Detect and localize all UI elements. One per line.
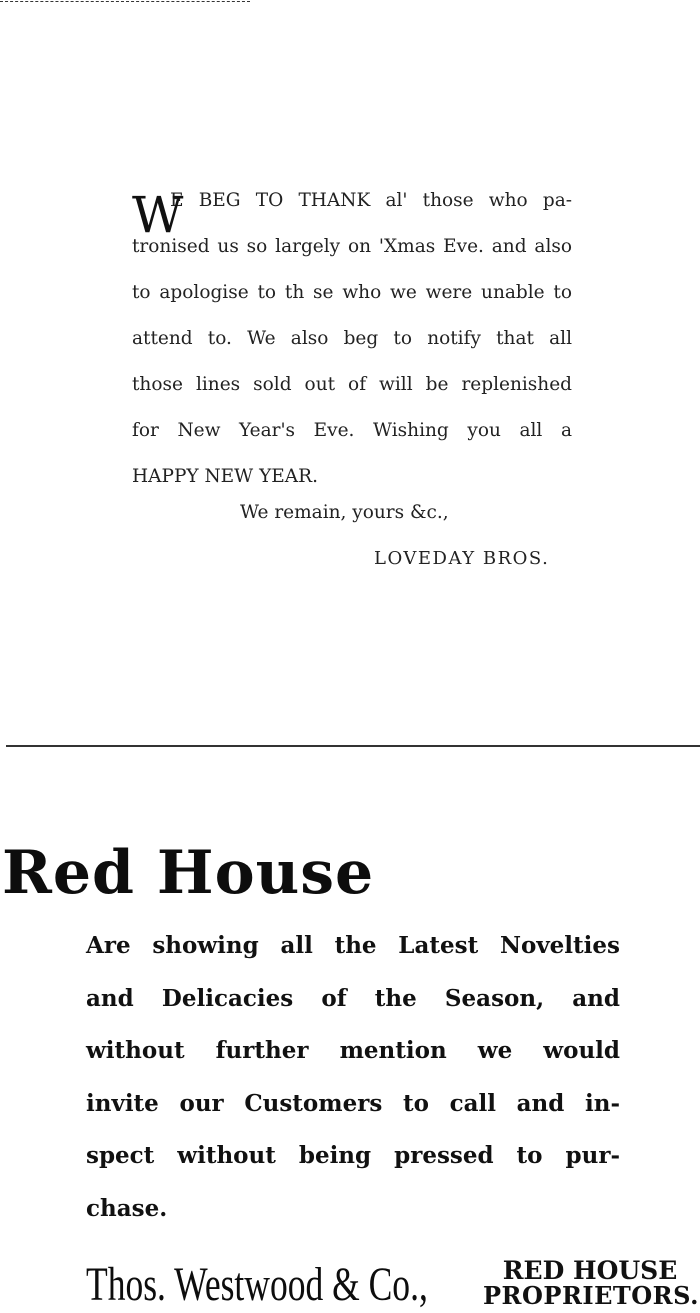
notice-line: for New Year's Eve. Wishing you all a <box>132 420 572 441</box>
notice-line: E BEG TO THANK al' those who pa- <box>170 190 572 211</box>
advert-body <box>86 920 620 1235</box>
notice-line: to apologise to th se who we were unable to <box>132 282 572 303</box>
advert-line: Are showing all the Latest Novelties <box>86 932 620 959</box>
loveday-notice <box>132 178 572 500</box>
proprietors-label <box>483 1258 697 1308</box>
proprietors-label-line: PROPRIETORS. <box>483 1281 699 1310</box>
notice-signoff: We remain, yours &c., <box>240 502 449 523</box>
notice-line: tronised us so largely on 'Xmas Eve. and also <box>132 236 572 257</box>
advert-line: without further mention we would <box>86 1037 620 1064</box>
advert-line: invite our Customers to call and in- <box>86 1089 620 1117</box>
advert-line: spect without being pressed to pur- <box>86 1142 620 1169</box>
notice-line: HAPPY NEW YEAR. <box>132 466 318 487</box>
notice-signature: LOVEDAY BROS. <box>374 548 550 569</box>
advert-line: and Delicacies of the Season, and <box>86 984 620 1012</box>
notice-line: those lines sold out of will be replenished <box>132 374 572 395</box>
drop-cap: W <box>132 186 184 244</box>
notice-line: attend to. We also beg to notify that all <box>132 328 572 349</box>
advert-line: chase. <box>86 1194 168 1222</box>
proprietors-label-line: RED HOUSE <box>502 1256 678 1285</box>
advert-headline: Red House <box>2 838 375 908</box>
top-divider <box>0 1 250 2</box>
section-divider <box>6 745 700 747</box>
proprietor-name: Thos. Westwood & Co., <box>86 1258 428 1311</box>
